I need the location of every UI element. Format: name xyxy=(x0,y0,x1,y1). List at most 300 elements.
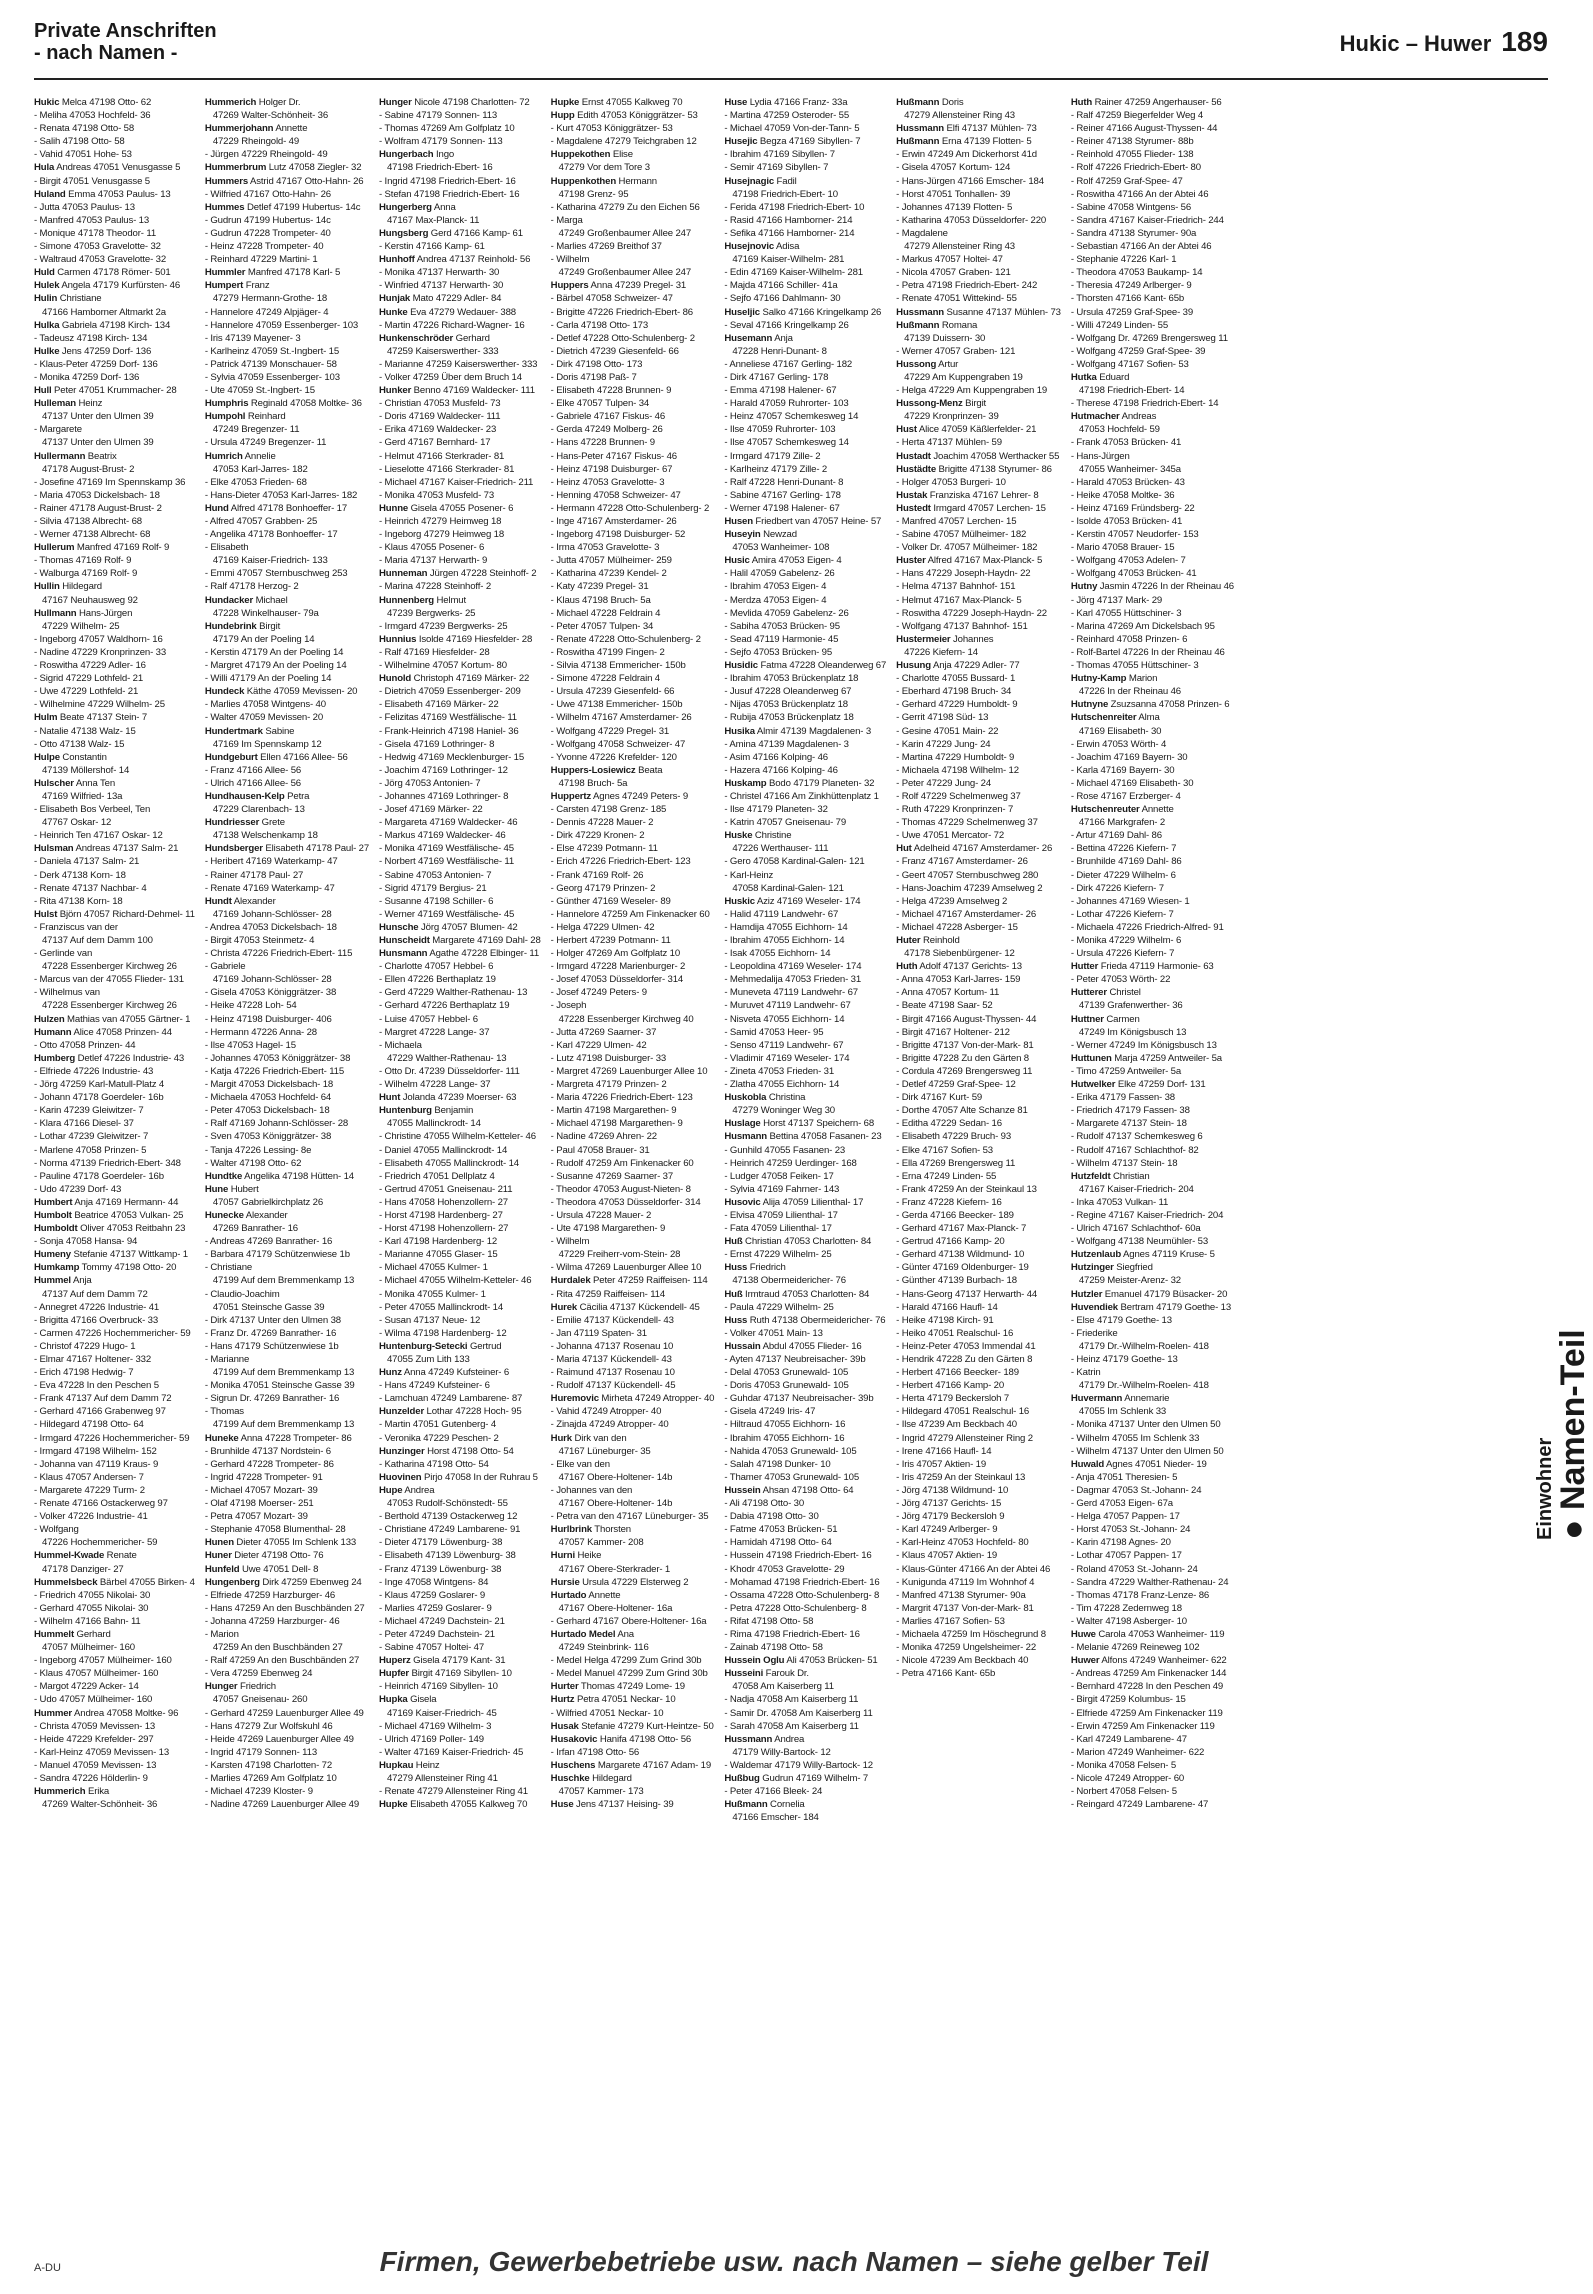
entry-details: Anna xyxy=(431,201,456,213)
surname: Hulst xyxy=(34,908,58,920)
entry-details: - Charlotte 47055 Bussard- 1 xyxy=(896,673,1016,685)
directory-entry xyxy=(205,580,369,593)
directory-entry xyxy=(205,292,369,305)
entry-details: - Johanna van 47119 Kraus- 9 xyxy=(34,1458,159,1470)
surname: Hunsche xyxy=(379,921,419,933)
entry-details: - Hamdija 47055 Eichhorn- 14 xyxy=(724,921,848,933)
directory-entry xyxy=(551,188,715,201)
directory-entry xyxy=(34,1196,195,1209)
directory-entry xyxy=(379,1523,541,1536)
surname: Hund xyxy=(204,502,229,514)
entry-details: - Gisela 47053 Königgrätzer- 38 xyxy=(204,987,337,999)
directory-entry xyxy=(724,1117,886,1130)
entry-details: Dieter 47198 Otto- 76 xyxy=(231,1550,324,1562)
page-header xyxy=(34,20,1548,72)
surname: Hunne xyxy=(379,502,409,514)
directory-entry xyxy=(551,1130,715,1143)
directory-entry xyxy=(379,436,541,449)
entry-details: - Michaela 47259 Im Höschegrund 8 xyxy=(896,1628,1046,1640)
directory-entry xyxy=(551,1576,715,1589)
header-rule xyxy=(34,78,1548,80)
entry-details: Andreas xyxy=(1119,411,1157,423)
entry-details: 47199 Auf dem Bremmenkamp 13 xyxy=(212,1367,355,1379)
entry-details: - Sandra 47138 Styrumer- 90a xyxy=(1070,227,1197,239)
entry-details: - Ursula 47228 Mauer- 2 xyxy=(550,1209,652,1221)
directory-entry xyxy=(205,1641,369,1654)
surname: Hummel-Kwade xyxy=(34,1550,105,1562)
directory-entry xyxy=(724,869,886,882)
directory-entry xyxy=(34,201,195,214)
entry-details: - Sabine 47057 Mülheimer- 182 xyxy=(896,529,1027,541)
entry-details: - Erich 47226 Friedrich-Ebert- 123 xyxy=(550,856,691,868)
directory-entry xyxy=(205,1720,369,1733)
surname: Huß xyxy=(724,1236,743,1248)
directory-entry xyxy=(205,711,369,724)
directory-entry xyxy=(724,384,886,397)
entry-details: - Zlatha 47055 Eichhorn- 14 xyxy=(724,1079,840,1091)
entry-details: - Karin 47229 Jung- 24 xyxy=(896,738,991,750)
entry-details: - Elisabeth 47169 Märker- 22 xyxy=(379,699,499,711)
entry-details: - Karl 47198 Hardenberg- 12 xyxy=(379,1236,498,1248)
entry-details: Joachim 47058 Werthacker 55 xyxy=(930,450,1060,462)
directory-entry xyxy=(205,201,369,214)
entry-details: 47169 Kaiser-Friedrich- 45 xyxy=(387,1707,497,1719)
directory-entry xyxy=(724,816,886,829)
directory-entry xyxy=(379,410,541,423)
directory-column xyxy=(551,96,715,2246)
directory-entry xyxy=(724,1340,886,1353)
directory-entry xyxy=(551,960,715,973)
entry-details: - Alfred 47057 Grabben- 25 xyxy=(204,516,318,527)
entry-details: - Wolfgang 47058 Schweizer- 47 xyxy=(550,738,686,750)
surname: Huwer xyxy=(1070,1655,1100,1667)
entry-details: - Sabiha 47053 Brücken- 95 xyxy=(724,620,840,632)
entry-details: - Klaus 47259 Goslarer- 9 xyxy=(379,1589,486,1601)
surname: Hundriesser xyxy=(204,817,260,829)
entry-details: - Silvia 47138 Albrecht- 68 xyxy=(34,516,142,527)
directory-entry xyxy=(896,96,1061,109)
directory-entry xyxy=(724,1274,886,1287)
entry-details: - Michael 47169 Elisabeth- 30 xyxy=(1070,777,1194,789)
directory-entry xyxy=(724,135,886,148)
entry-details: Angelika 47198 Hütten- 14 xyxy=(242,1170,354,1182)
entry-details: - Jutta 47053 Paulus- 13 xyxy=(34,201,135,213)
directory-entry xyxy=(379,934,541,947)
directory-entry xyxy=(1071,554,1234,567)
entry-details: - Frank 47169 Rolf- 26 xyxy=(550,869,644,881)
directory-entry xyxy=(379,895,541,908)
directory-entry xyxy=(205,1130,369,1143)
entry-details: 47169 Johann-Schlösser- 28 xyxy=(212,974,332,986)
directory-entry xyxy=(379,1680,541,1693)
entry-details: - Ferida 47198 Friedrich-Ebert- 10 xyxy=(724,201,865,213)
entry-details: - Katy 47239 Pregel- 31 xyxy=(550,581,649,593)
entry-details: - Jusuf 47228 Oleanderweg 67 xyxy=(724,686,852,698)
directory-entry xyxy=(551,463,715,476)
entry-details: - Thomas 47169 Rolf- 9 xyxy=(34,555,132,567)
entry-details: - Marlies 47259 Goslarer- 9 xyxy=(379,1602,492,1614)
entry-details: - Johann 47178 Goerdeler- 16b xyxy=(34,1092,164,1104)
directory-entry xyxy=(551,1798,715,1811)
entry-details: - Brunhilde 47137 Nordstein- 6 xyxy=(204,1445,331,1457)
surname: Hundhausen-Kelp xyxy=(204,790,285,802)
directory-entry xyxy=(205,567,369,580)
directory-entry xyxy=(379,1130,541,1143)
entry-details: - Theodora 47053 Düsseldorfer- 314 xyxy=(550,1196,701,1208)
entry-details: - Halid 47119 Landwehr- 67 xyxy=(724,908,839,920)
directory-entry xyxy=(551,1379,715,1392)
entry-details: 47198 Grenz- 95 xyxy=(558,188,629,200)
entry-details: Anja 47169 Hermann- 44 xyxy=(72,1196,179,1208)
directory-entry xyxy=(34,751,195,764)
directory-entry xyxy=(379,1707,541,1720)
entry-details: - Nicola 47057 Graben- 121 xyxy=(896,267,1011,279)
entry-details: - Ute 47198 Margarethen- 9 xyxy=(550,1223,666,1235)
entry-details: Petra xyxy=(284,790,310,802)
directory-entry xyxy=(724,423,886,436)
directory-entry xyxy=(724,1720,886,1733)
directory-entry xyxy=(1071,934,1234,947)
entry-details: Adisa xyxy=(774,241,800,253)
directory-entry xyxy=(379,764,541,777)
entry-details: - Johanna 47259 Harzburger- 46 xyxy=(204,1615,340,1627)
entry-details: - Lothar 47226 Kiefern- 7 xyxy=(1070,908,1174,920)
directory-entry xyxy=(379,921,541,934)
entry-details: - Sonja 47058 Hansa- 94 xyxy=(34,1236,138,1248)
directory-entry xyxy=(205,319,369,332)
entry-details: - Thorsten 47166 Kant- 65b xyxy=(1070,293,1185,305)
entry-details: - Muruvet 47119 Landwehr- 67 xyxy=(724,1000,851,1012)
directory-entry xyxy=(34,188,195,201)
directory-entry xyxy=(551,1563,715,1576)
entry-details: Alexander xyxy=(231,895,276,907)
entry-details: - Michael 47059 Von-der-Tann- 5 xyxy=(724,123,860,135)
entry-details: Johannes xyxy=(950,633,994,645)
directory-entry xyxy=(379,109,541,122)
entry-details: - Erich 47198 Hedwig- 7 xyxy=(34,1367,134,1379)
directory-entry xyxy=(205,1458,369,1471)
surname: Huvermann xyxy=(1070,1393,1123,1405)
directory-entry xyxy=(551,450,715,463)
directory-entry xyxy=(205,1104,369,1117)
entry-details: - Marlene 47058 Prinzen- 5 xyxy=(34,1144,147,1156)
entry-details: - Dirk 47137 Unter den Ulmen 38 xyxy=(204,1314,341,1326)
entry-details: Almir 47139 Magdalenen- 3 xyxy=(754,725,872,737)
directory-entry xyxy=(379,751,541,764)
directory-entry xyxy=(551,1222,715,1235)
entry-details: - Marianne xyxy=(204,1354,250,1365)
entry-details: - Renate 47137 Nachbar- 4 xyxy=(34,882,147,894)
directory-entry xyxy=(1071,1327,1234,1340)
entry-details: - Marina 47228 Steinhoff- 2 xyxy=(379,581,492,593)
entry-details: - Rima 47198 Friedrich-Ebert- 16 xyxy=(724,1628,860,1640)
entry-details: - Nahida 47053 Grunewald- 105 xyxy=(724,1445,857,1457)
entry-details: - Wilhelmine 47229 Wilhelm- 25 xyxy=(34,699,165,711)
directory-entry xyxy=(896,607,1061,620)
entry-details: Constantin xyxy=(59,751,107,763)
directory-entry xyxy=(205,698,369,711)
directory-entry xyxy=(379,882,541,895)
entry-details: - Elmar 47167 Holtener- 332 xyxy=(34,1354,152,1365)
entry-details: - Peter 47166 Bleek- 24 xyxy=(724,1786,823,1798)
surname: Hula xyxy=(34,162,55,174)
directory-entry xyxy=(379,450,541,463)
directory-entry xyxy=(551,1183,715,1196)
entry-details: - Michael 47055 Wilhelm-Ketteler- 46 xyxy=(379,1275,532,1287)
entry-details: - Horst 47198 Hardenberg- 27 xyxy=(379,1209,503,1221)
surname: Huld xyxy=(34,267,55,279)
entry-details: 47259 Meister-Arenz- 32 xyxy=(1078,1275,1181,1287)
entry-details: Gisela xyxy=(407,1694,437,1706)
directory-entry xyxy=(896,371,1061,384)
directory-entry xyxy=(724,1523,886,1536)
directory-entry xyxy=(724,1759,886,1772)
entry-details: Detlef 47199 Hubertus- 14c xyxy=(244,201,361,213)
entry-details: - Jürgen 47229 Rheingold- 49 xyxy=(204,149,328,161)
entry-details: - Margreta 47179 Prinzen- 2 xyxy=(550,1079,667,1091)
directory-entry xyxy=(724,960,886,973)
directory-entry xyxy=(34,1693,195,1706)
entry-details: - Frank 47259 An der Steinkaul 13 xyxy=(896,1183,1037,1195)
directory-entry xyxy=(379,947,541,960)
directory-entry xyxy=(551,1707,715,1720)
entry-details: - Katharina 47239 Kendel- 2 xyxy=(550,568,667,580)
entry-details: - Ralf 47169 Hiesfelder- 28 xyxy=(379,646,490,658)
directory-entry xyxy=(724,266,886,279)
entry-details: - Wilfried 47167 Otto-Hahn- 26 xyxy=(204,188,331,200)
entry-details: - Rasid 47166 Hamborner- 214 xyxy=(724,214,853,226)
entry-details: - Rita 47259 Raiffeisen- 114 xyxy=(550,1288,666,1300)
entry-details: Melca 47198 Otto- 62 xyxy=(59,97,152,108)
directory-entry xyxy=(34,1445,195,1458)
entry-details: - Maria 47137 Kückendell- 43 xyxy=(550,1354,672,1365)
directory-entry xyxy=(551,1693,715,1706)
directory-entry xyxy=(34,1209,195,1222)
directory-entry xyxy=(1071,1130,1234,1143)
directory-entry xyxy=(34,1104,195,1117)
directory-entry xyxy=(724,751,886,764)
directory-entry xyxy=(205,1379,369,1392)
directory-entry xyxy=(551,698,715,711)
directory-entry xyxy=(896,790,1061,803)
directory-entry xyxy=(34,1379,195,1392)
entry-details: - Zinajda 47249 Atropper- 40 xyxy=(550,1419,669,1431)
entry-details: 47057 Gabrielkirchplatz 26 xyxy=(212,1196,324,1208)
entry-details: - Jörg 47138 Wildmund- 10 xyxy=(896,1484,1009,1496)
entry-details: Abdul 47055 Flieder- 16 xyxy=(760,1340,862,1352)
directory-entry xyxy=(34,620,195,633)
directory-entry xyxy=(205,1353,369,1366)
directory-entry xyxy=(379,1445,541,1458)
directory-entry xyxy=(379,1654,541,1667)
entry-details: Jörg 47057 Blumen- 42 xyxy=(418,921,518,933)
directory-entry xyxy=(205,1026,369,1039)
directory-entry xyxy=(724,1693,886,1706)
entry-details: 47228 Winkelhauser- 79a xyxy=(212,607,319,619)
directory-entry xyxy=(205,1170,369,1183)
directory-entry xyxy=(724,109,886,122)
entry-details: Gerd 47166 Kamp- 61 xyxy=(428,227,523,239)
entry-details: - Hans-Joachim 47239 Amselweg 2 xyxy=(896,882,1043,894)
entry-details: - Leopoldina 47169 Weseler- 174 xyxy=(724,961,862,973)
directory-entry xyxy=(205,1248,369,1261)
directory-entry xyxy=(1071,1785,1234,1798)
directory-entry xyxy=(724,1301,886,1314)
directory-entry xyxy=(379,1274,541,1287)
entry-details: 47269 Walter-Schönheit- 36 xyxy=(42,1799,158,1811)
directory-entry xyxy=(379,266,541,279)
entry-details: - Eberhard 47198 Bruch- 34 xyxy=(896,686,1012,698)
entry-details: - Isak 47055 Eichhorn- 14 xyxy=(724,948,831,960)
surname: Huskamp xyxy=(724,777,767,789)
entry-details: - Manfred 47053 Paulus- 13 xyxy=(34,214,150,226)
directory-entry xyxy=(34,803,195,816)
directory-entry xyxy=(896,646,1061,659)
entry-details: - Gerhard 47055 Nikolai- 30 xyxy=(34,1602,149,1614)
entry-details: - Werner 47138 Albrecht- 68 xyxy=(34,529,151,541)
entry-details: - Heike 47198 Kirch- 91 xyxy=(896,1314,994,1326)
entry-details: - Helga 47229 Ulmen- 42 xyxy=(550,921,655,933)
entry-details: - Jan 47119 Spaten- 31 xyxy=(550,1327,647,1339)
directory-entry xyxy=(896,1353,1061,1366)
entry-details: Alfons 47249 Wanheimer- 622 xyxy=(1099,1655,1227,1667)
entry-details: Ursula 47229 Elsterweg 2 xyxy=(579,1576,689,1588)
directory-entry xyxy=(34,659,195,672)
directory-entry xyxy=(34,515,195,528)
surname: Hunhoff xyxy=(379,254,415,266)
entry-details: - Uwe 47138 Emmericher- 150b xyxy=(550,699,683,711)
directory-entry xyxy=(551,397,715,410)
directory-entry xyxy=(205,515,369,528)
directory-entry xyxy=(724,607,886,620)
directory-entry xyxy=(896,319,1061,332)
directory-entry xyxy=(1071,1798,1234,1811)
entry-details: - Gisela 47057 Kortum- 124 xyxy=(896,162,1011,174)
entry-details: - Ulrich 47166 Allee- 56 xyxy=(204,777,301,789)
surname: Hupkau xyxy=(379,1759,414,1771)
directory-entry xyxy=(551,1405,715,1418)
directory-entry xyxy=(34,1720,195,1733)
entry-details: - Dennis 47228 Mauer- 2 xyxy=(550,817,654,829)
directory-entry xyxy=(551,1170,715,1183)
entry-details: Emma 47053 Paulus- 13 xyxy=(65,188,171,200)
directory-entry xyxy=(724,1130,886,1143)
directory-entry xyxy=(34,764,195,777)
surname: Huslage xyxy=(724,1118,761,1130)
directory-entry xyxy=(34,240,195,253)
entry-details: - Petra 47057 Mozart- 39 xyxy=(204,1511,308,1523)
directory-entry xyxy=(34,1392,195,1405)
directory-entry xyxy=(896,436,1061,449)
entry-details: - Sven 47053 Königgrätzer- 38 xyxy=(204,1131,332,1143)
directory-entry xyxy=(896,227,1061,240)
entry-details: - Klaus-Günter 47166 An der Abtei 46 xyxy=(896,1563,1051,1575)
directory-entry xyxy=(34,672,195,685)
entry-details: - Brigitte 47226 Friedrich-Ebert- 86 xyxy=(550,306,693,318)
directory-entry xyxy=(379,175,541,188)
entry-details: Benno 47169 Waldecker- 111 xyxy=(411,385,535,397)
entry-details: - Vahid 47051 Hohe- 53 xyxy=(34,149,132,161)
directory-entry xyxy=(34,1432,195,1445)
directory-entry xyxy=(379,489,541,502)
entry-details: - Hans 47249 Kufsteiner- 6 xyxy=(379,1380,490,1392)
directory-entry xyxy=(896,1248,1061,1261)
directory-entry xyxy=(379,1327,541,1340)
entry-details: - Manfred 47057 Lerchen- 15 xyxy=(896,516,1017,527)
directory-entry xyxy=(205,1798,369,1811)
directory-entry xyxy=(724,842,886,855)
entry-details: 47167 Obere-Sterkrader- 1 xyxy=(558,1563,671,1575)
entry-details: Elisabeth 47178 Paul- 27 xyxy=(262,843,369,855)
directory-entry xyxy=(34,1707,195,1720)
entry-details: Ana xyxy=(615,1628,634,1640)
directory-entry xyxy=(724,1707,886,1720)
entry-details: - Sabine 47179 Sonnen- 113 xyxy=(379,110,498,122)
entry-details: - Renate 47051 Wittekind- 55 xyxy=(896,293,1017,305)
entry-details: - Franz 47167 Amsterdamer- 26 xyxy=(896,856,1028,868)
directory-entry xyxy=(551,1759,715,1772)
directory-entry xyxy=(205,1680,369,1693)
surname: Husejic xyxy=(724,136,758,148)
entry-details: - Thomas xyxy=(204,1406,244,1418)
directory-entry xyxy=(551,1785,715,1798)
entry-details: Reinhard xyxy=(245,411,286,423)
entry-details: - Christine 47055 Wilhelm-Ketteler- 46 xyxy=(379,1131,536,1143)
directory-entry xyxy=(379,358,541,371)
directory-entry xyxy=(379,1602,541,1615)
directory-entry xyxy=(551,1117,715,1130)
surname: Huske xyxy=(724,830,753,842)
entry-details: - Bernhard 47228 In den Peschen 49 xyxy=(1070,1681,1224,1693)
page-footer xyxy=(0,2246,1588,2278)
directory-entry xyxy=(896,1563,1061,1576)
entry-details: - Peter 47249 Dachstein- 21 xyxy=(379,1628,495,1640)
entry-details: - Rainer 47178 August-Brust- 2 xyxy=(34,502,162,514)
directory-entry xyxy=(551,122,715,135)
surname: Hungenberg xyxy=(204,1576,260,1588)
directory-entry xyxy=(896,1641,1061,1654)
directory-entry xyxy=(1071,1720,1234,1733)
entry-details: - Carla 47198 Otto- 173 xyxy=(550,319,649,331)
entry-details: - Emmi 47057 Sternbuschweg 253 xyxy=(204,568,348,580)
directory-entry xyxy=(724,541,886,554)
entry-details: - Susanne 47198 Schiller- 6 xyxy=(379,895,494,907)
surname: Hussmann xyxy=(724,1733,773,1745)
directory-entry xyxy=(896,1222,1061,1235)
directory-entry xyxy=(379,1418,541,1431)
entry-details: - Ilse 47179 Planeten- 32 xyxy=(724,804,828,816)
surname: Hullerum xyxy=(34,542,75,554)
directory-entry xyxy=(205,541,369,554)
entry-details: - Thomas 47229 Schelmenweg 37 xyxy=(896,817,1038,829)
entry-details: Eduard xyxy=(1096,371,1130,383)
directory-entry xyxy=(205,1065,369,1078)
surname: Hut xyxy=(896,843,912,855)
directory-entry xyxy=(205,685,369,698)
directory-entry xyxy=(551,829,715,842)
entry-details: - Therese 47198 Friedrich-Ebert- 14 xyxy=(1070,398,1219,410)
directory-entry xyxy=(34,1798,195,1811)
directory-entry xyxy=(379,515,541,528)
directory-entry xyxy=(379,292,541,305)
directory-entry xyxy=(34,1052,195,1065)
directory-entry xyxy=(1071,253,1234,266)
directory-entry xyxy=(379,908,541,921)
entry-details: 47169 Kaiser-Friedrich- 133 xyxy=(212,555,328,567)
directory-entry xyxy=(896,947,1061,960)
surname: Hutterer xyxy=(1070,987,1107,999)
section-title-line2: - nach Namen - xyxy=(34,42,178,64)
